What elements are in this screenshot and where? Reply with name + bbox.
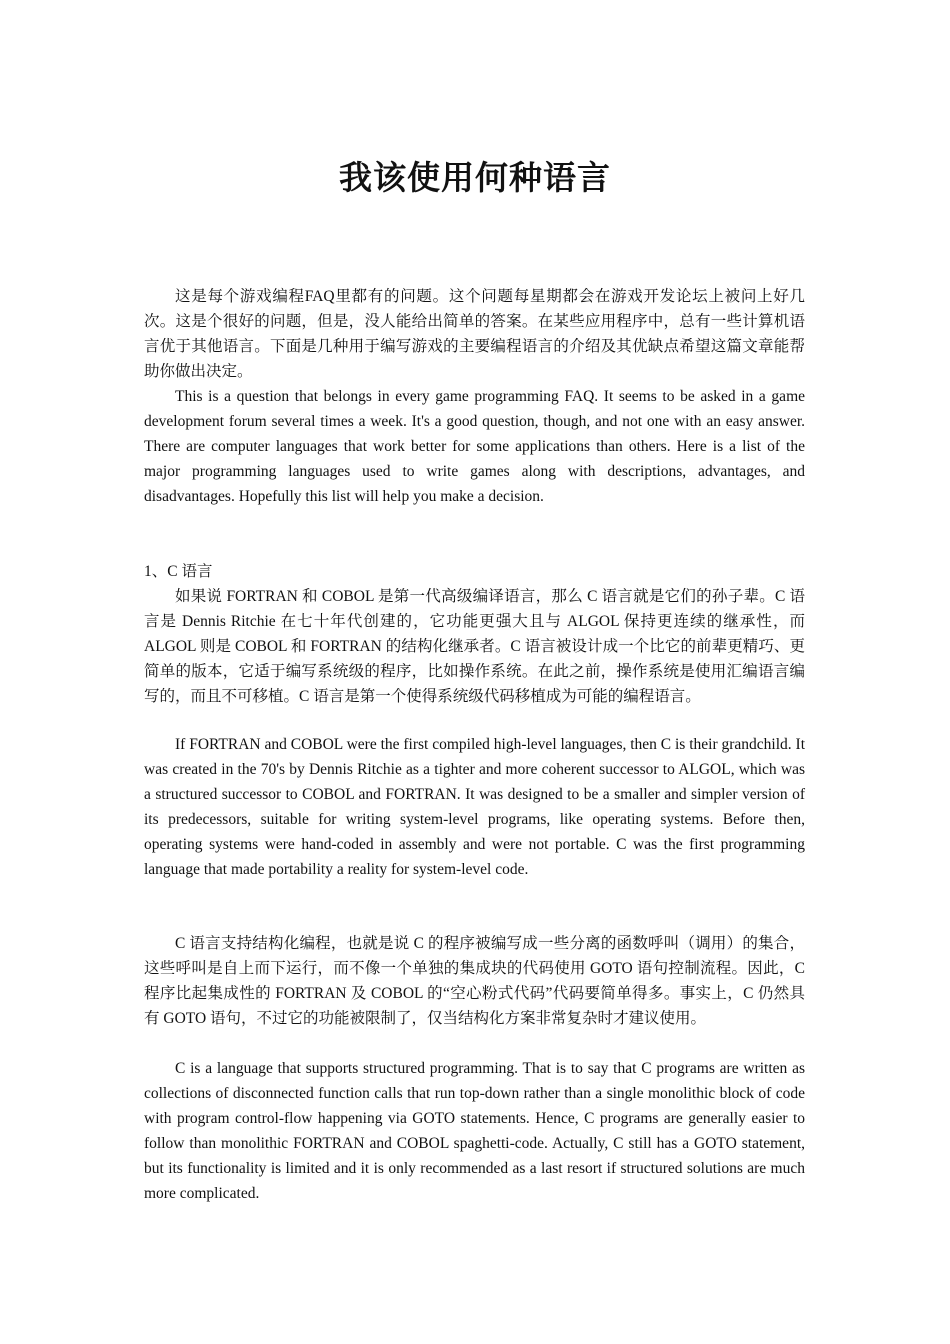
intro-paragraph-en: This is a question that belongs in every game programming FAQ. It seems to be asked in a game development forum several times a week. It's a good question, though, and not one with an easy answer. There are computer languages that work better for some applications than others. Here is a list of the major programming languages used to write games along with descriptions, advantages, and disadvantages. Hopefully this list will help you make a decision.: [144, 388, 805, 505]
section-heading-c: 1、C 语言: [144, 563, 213, 580]
intro-paragraph-zh: 这是每个游戏编程FAQ里都有的问题。这个问题每星期都会在游戏开发论坛上被问上好几次。这是个很好的问题，但是，没人能给出简单的答案。在某些应用程序中，总有一些计算机语言优于其他语言。下面是几种用于编写游戏的主要编程语言的介绍及其优缺点希望这篇文章能帮助你做出决定。: [144, 288, 805, 380]
document-title: 我该使用何种语言: [339, 161, 611, 197]
c-paragraph-2-en: C is a language that supports structured programming. That is to say that C programs are written as collections of disconnected function calls that run top-down rather than a single monolithic block of code with program control-flow happening via GOTO statements. Hence, C programs are generally easier to follow than monolithic FORTRAN and COBOL spaghetti-code. Actually, C still has a GOTO statement, but its functionality is limited and it is only recommended as a last resort if structured solutions are much more complicated.: [144, 1060, 805, 1202]
c-paragraph-1-zh: 如果说 FORTRAN 和 COBOL 是第一代高级编译语言，那么 C 语言就是它们的孙子辈。C 语言是 Dennis Ritchie 在七十年代创建的，它功能更强大且与 ALGOL 保持更连续的继承性，而 ALGOL 则是 COBOL 和 FORTRAN 的结构化继承者。C 语言被设计成一个比它的前辈更精巧、更简单的版本，它适于编写系统级的程序，比如操作系统。在此之前，操作系统是使用汇编语言编写的，而且不可移植。C 语言是第一个使得系统级代码移植成为可能的编程语言。: [144, 588, 805, 705]
c-paragraph-2-zh: C 语言支持结构化编程，也就是说 C 的程序被编写成一些分离的函数呼叫（调用）的集合，这些呼叫是自上而下运行，而不像一个单独的集成块的代码使用 GOTO 语句控制流程。因此，C 程序比起集成性的 FORTRAN 及 COBOL 的“空心粉式代码”代码要简单得多。事实上，C 仍然具有 GOTO 语句，不过它的功能被限制了，仅当结构化方案非常复杂时才建议使用。: [144, 935, 805, 1027]
c-paragraph-1-en: If FORTRAN and COBOL were the first compiled high-level languages, then C is their grandchild. It was created in the 70's by Dennis Ritchie as a tighter and more coherent successor to ALGOL, which was a structured successor to COBOL and FORTRAN. It was designed to be a smaller and simpler version of its predecessors, suitable for writing system-level programs, like operating systems. Before then, operating systems were hand-coded in assembly and were not portable. C was the first programming language that made portability a reality for system-level code.: [144, 736, 805, 878]
